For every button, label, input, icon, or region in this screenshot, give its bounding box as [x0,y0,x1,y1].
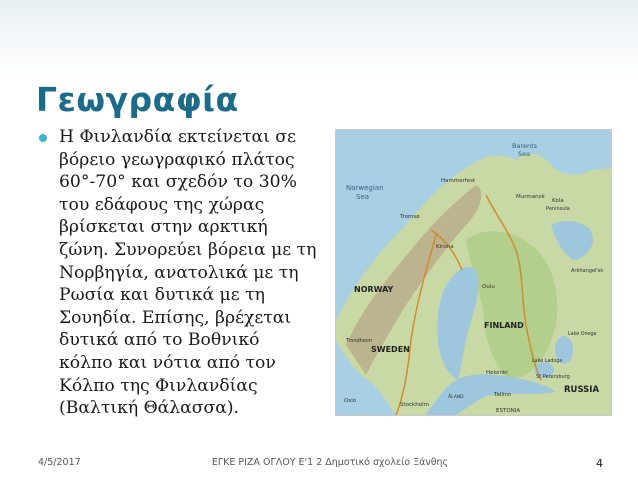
map-label-estonia: ESTONIA [496,408,521,414]
footer-text: ΕΓΚΕ ΡΙΖΑ ΟΓΛΟΥ Ε'1 2 Δημοτικό σχολείο Ξάνθης [211,457,449,468]
footer-date: 4/5/2017 [38,457,81,468]
map-label-arkhangelsk: Arkhangel'sk [571,268,604,274]
bullet-text: Η Φινλανδία εκτείνεται σε βόρειο γεωγραφικό πλάτος 60°-70° και σχεδόν το 30% του εδάφους της χώρας βρίσκεται στην αρκτική ζώνη. Συνορεύει βόρεια με τη Νορβηγία, ανατολικά με τη Ρωσία και δυτικά με τη Σουηδία. Επίσης, βρέχεται δυτικά από το Βοθνικό κόλπο και νότια από τον Κόλπο της Φινλανδίας (Βαλτική Θάλασσα). [59,127,317,419]
map-label-trondheim: Trondheim [346,338,373,344]
map-label-lake-onega: Lake Onega [568,332,597,337]
map-label-oslo: Oslo [344,398,357,404]
map-label-finland: FINLAND [484,321,524,330]
map-label-kiruna: Kiruna [436,244,454,250]
map-label-kola: Kola [552,198,564,204]
map-label-norway: NORWAY [354,285,394,294]
map-label-norwegian-sea-2: Sea [356,193,370,201]
map-label-st-petersburg: St Petersburg [536,374,570,380]
header-gradient-band [0,0,638,76]
map-label-sweden: SWEDEN [371,345,410,354]
map-label-lake-ladoga: Lake Ladoga [532,359,563,364]
bullet-dot-icon [39,134,47,142]
map-label-barents-1: Barents [512,142,538,150]
map-label-norwegian-sea-1: Norwegian [346,184,384,192]
map-label-murmansk: Murmansk [516,194,545,200]
map-label-tallinn: Tallinn [494,392,512,398]
scandinavia-map-image [335,129,612,416]
map-label-tromso: Tromsø [400,214,420,220]
map-label-oulu: Oulu [482,284,495,290]
map-label-hammerfest: Hammerfest [441,178,476,184]
map-label-aland: ÅLAND [448,395,464,400]
map-label-barents-2: Sea [518,150,531,158]
slide-number: 4 [596,457,603,470]
map-label-helsinki: Helsinki [486,370,508,376]
map-graphic [336,130,611,415]
slide-title: Γεωγραφία [36,80,239,119]
map-label-kola-peninsula: Peninsula [546,206,570,212]
map-label-stockholm: Stockholm [400,402,429,408]
map-label-russia: RUSSIA [564,385,600,395]
